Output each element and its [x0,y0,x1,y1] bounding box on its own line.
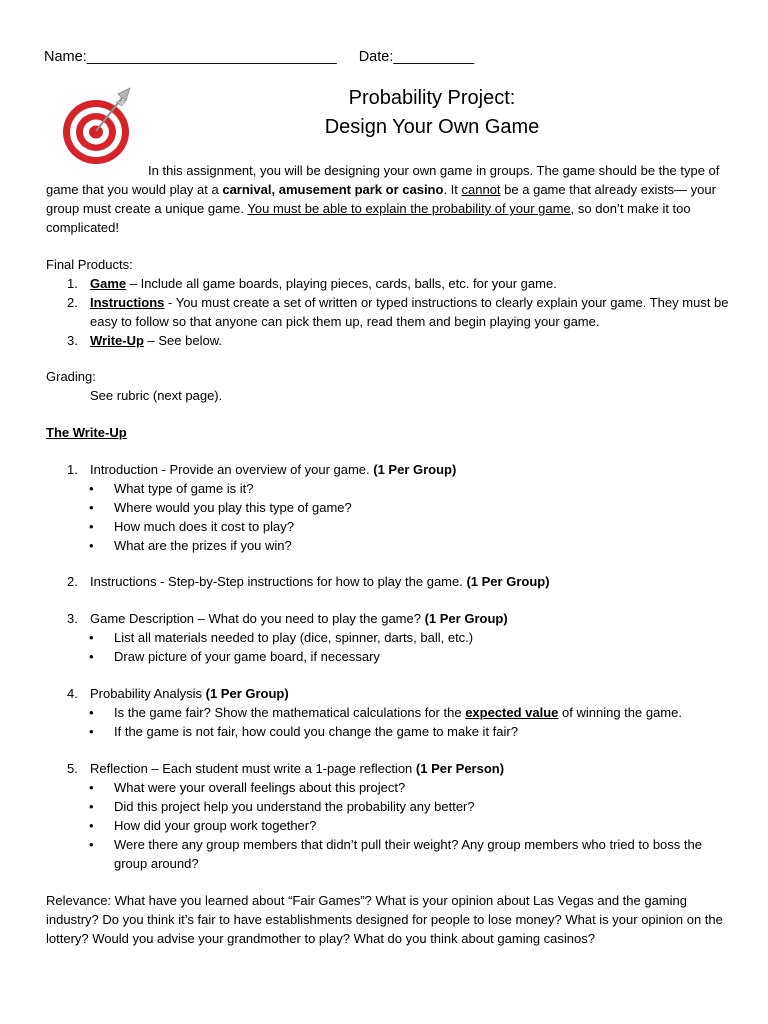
writeup-section-2: 2. Instructions - Step-by-Step instructions for how to play the game. (1 Per Group) [67,574,550,589]
date-field: Date:__________ [358,49,475,65]
grading-text: See rubric (next page). [90,388,223,403]
list-item: • Where would you play this type of game? [46,498,736,517]
list-item: • What are the prizes if you win? [46,536,736,555]
list-item: • List all materials needed to play (dice, spinner, darts, ball, etc.) [46,628,736,647]
list-item: • Were there any group members that didn’t pull their weight? Any group members who tried to boss the group around? [46,835,736,873]
list-item: 3. Write-Up – See below. [67,333,222,348]
list-item: • Is the game fair? Show the mathematical calculations for the expected value of winning the game. [46,703,736,722]
list-item: • How much does it cost to play? [46,517,736,536]
name-field: Name:_______________________________ [44,49,337,65]
list-item: • If the game is not fair, how could you change the game to make it fair? [46,722,736,741]
writeup-heading: The Write-Up [46,425,127,440]
list-item: • Draw picture of your game board, if necessary [46,647,736,666]
page-title-line1: Probability Project: [348,87,516,109]
page-title-line2: Design Your Own Game [324,116,540,138]
list-item: 1. Game – Include all game boards, playing pieces, cards, balls, etc. for your game. [67,276,557,291]
list-item: • Did this project help you understand the probability any better? [46,797,736,816]
list-item: • What were your overall feelings about this project? [46,778,736,797]
grading-heading: Grading: [46,369,96,384]
writeup-section-4: 4. Probability Analysis (1 Per Group) • Is the game fair? Show the mathematical calculations for the expected value of winning the game. • If the game is not fair, how could you change the game to make it fair? [46,684,736,741]
writeup-section-5: 5. Reflection – Each student must write a 1-page reflection (1 Per Person) • What were your overall feelings about this project? • Did this project help you understand the probability any better? • How did your group work together? • Were there any group members that didn’t pull their weight? Any group members who tried to boss the group around? [46,759,736,873]
grading-section [46,367,736,405]
writeup-section-3: 3. Game Description – What do you need to play the game? (1 Per Group) • List all materials needed to play (dice, spinner, darts, ball, etc.) • Draw picture of your game board, if necessary [46,609,736,666]
list-item: • How did your group work together? [46,816,736,835]
relevance-paragraph: Relevance: What have you learned about “Fair Games”? What is your opinion about Las Vegas and the gaming industry? Do you think it’s fair to have establishments designed for people to lose money? What is your opinion on the lottery? Would you advise your grandmother to play? What do you think about gaming casinos? [46,893,723,946]
list-item: 2. Instructions - You must create a set of written or typed instructions to clearly explain your game. They must be easy to follow so that anyone can pick them up, read them and begin playing your game. [67,295,729,329]
final-products-heading: Final Products: [46,257,133,272]
list-item: • What type of game is it? [46,479,736,498]
final-products-section [46,255,736,350]
header-line [44,48,474,67]
intro-paragraph: In this assignment, you will be designing your own game in groups. The game should be the type of game that you would play at a carnival, amusement park or casino. It cannot be a game that already exists— your group must create a unique game. You must be able to explain the probability of your game, so don’t make it too complicated! [46,163,720,235]
writeup-section-1: 1. Introduction - Provide an overview of your game. (1 Per Group) • What type of game is it? • Where would you play this type of game? • How much does it cost to play? • What are the prizes if you win? [46,460,736,555]
